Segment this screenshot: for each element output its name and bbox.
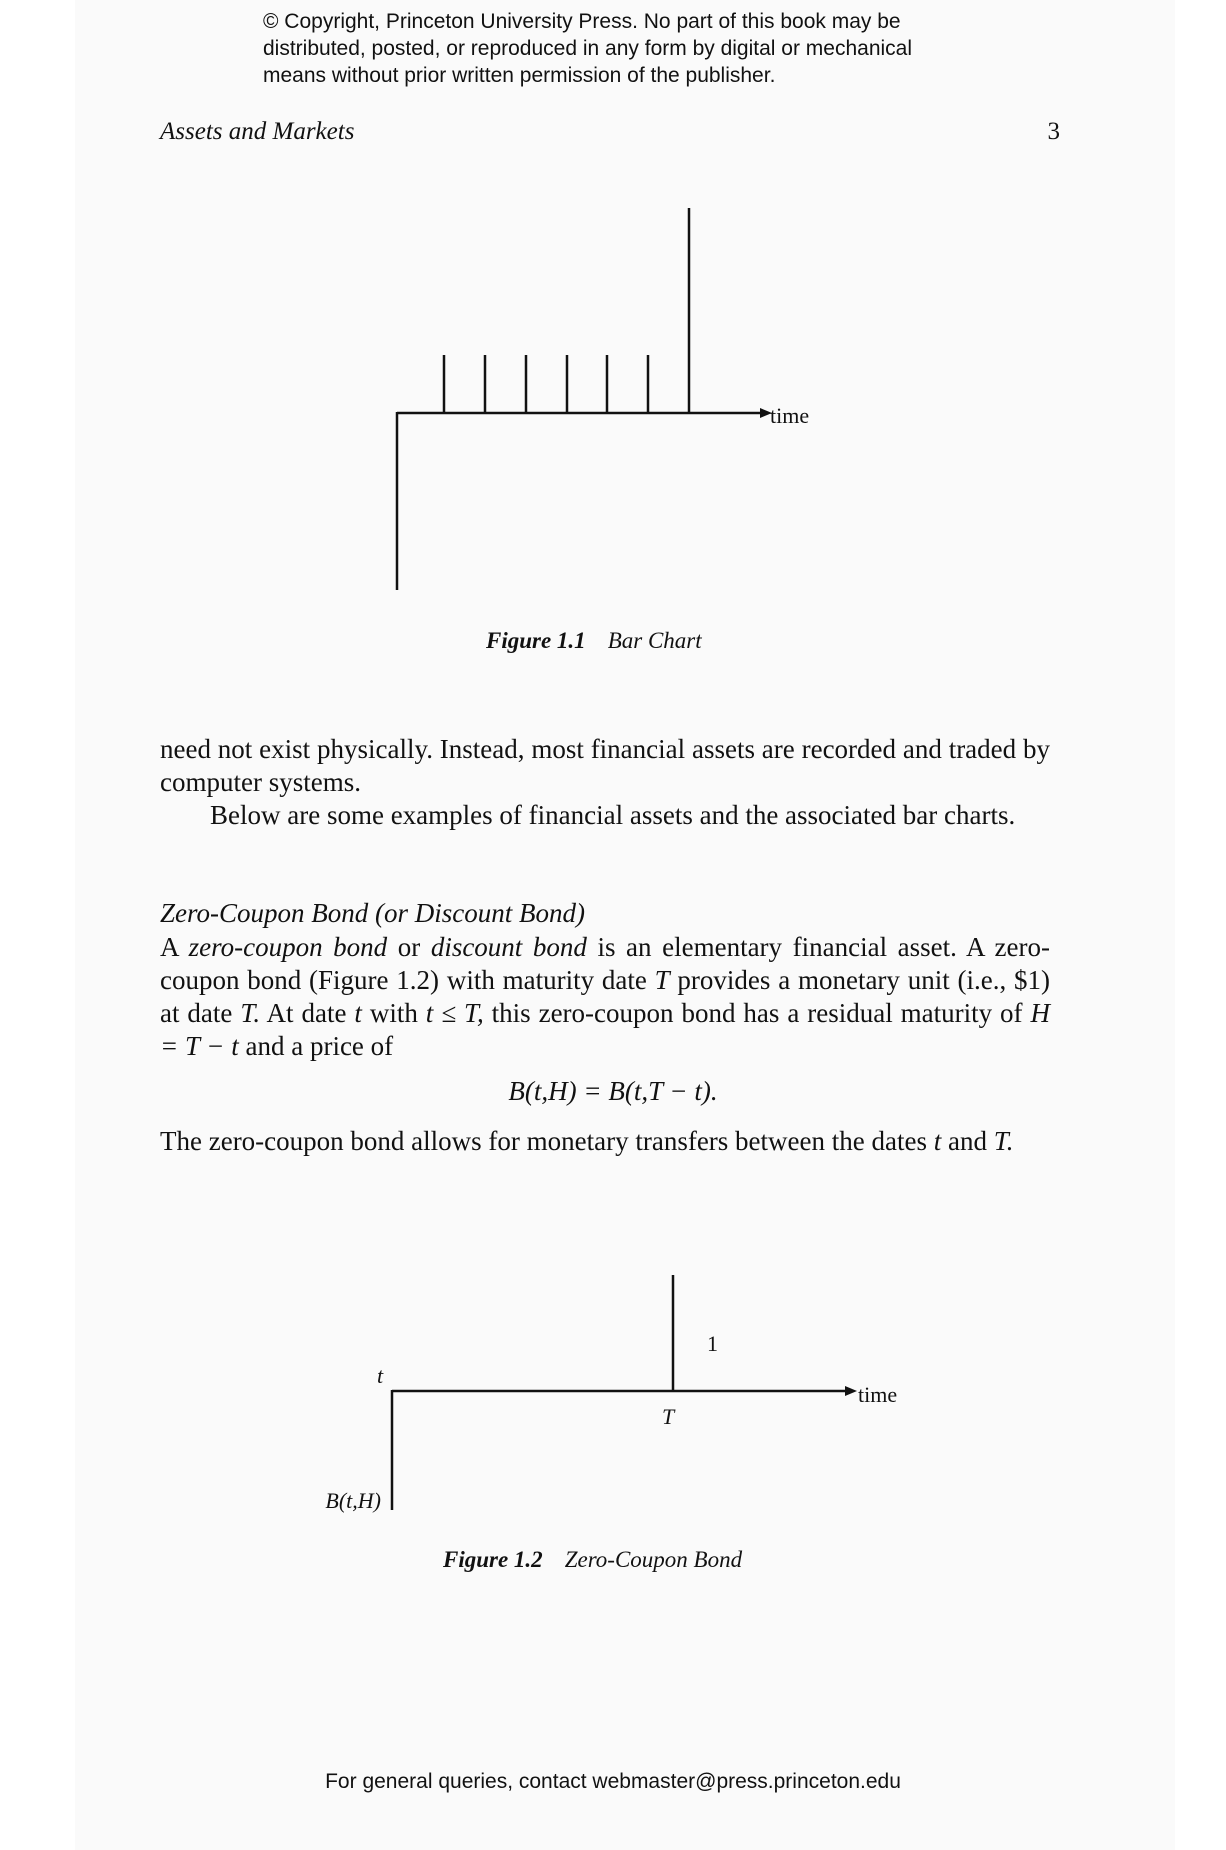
caption-number: Figure 1.2 <box>443 1547 543 1572</box>
page-number: 3 <box>1047 118 1060 145</box>
label-one: 1 <box>707 1331 718 1356</box>
time-axis-label: time <box>770 403 810 428</box>
body-text-block <box>160 931 1050 1063</box>
figure-caption <box>486 628 702 654</box>
copyright-line: © Copyright, Princeton University Press. No part of this book may be <box>263 10 901 33</box>
section-heading: Zero-Coupon Bond (or Discount Bond) <box>160 898 585 928</box>
figure-zero-coupon-bond <box>0 1250 1226 1530</box>
time-axis-label: time <box>858 1382 898 1407</box>
paragraph: A zero-coupon bond or discount bond is an elementary financial asset. A zero-coupon bond (Figure 1.2) with maturity date T provides a monetary unit (i.e., $1) at date T. At date t with t ≤ T, this zero-coupon bond has a residual maturity of H = T − t and a price of <box>160 932 1051 1061</box>
bar-chart-diagram <box>0 190 1226 610</box>
term: discount bond <box>430 932 587 962</box>
caption-number: Figure 1.1 <box>486 628 586 653</box>
copyright-line: means without prior written permission of the publisher. <box>263 64 776 87</box>
figure-bar-chart <box>0 190 1226 610</box>
time-axis-arrow <box>845 1386 857 1396</box>
label-T: T <box>662 1404 675 1429</box>
label-t: t <box>377 1363 384 1388</box>
body-text-block <box>160 1125 1050 1158</box>
body-text-block <box>160 733 1050 832</box>
copyright-line: distributed, posted, or reproduced in any form by digital or mechanical <box>263 37 913 60</box>
equation: B(t,H) = B(t,T − t). <box>508 1076 718 1106</box>
running-head: Assets and Markets <box>160 118 355 145</box>
term: zero-coupon bond <box>188 932 388 962</box>
label-price: B(t,H) <box>325 1488 381 1513</box>
caption-title: Zero-Coupon Bond <box>564 1547 743 1572</box>
zero-coupon-diagram <box>0 1250 1226 1530</box>
caption-title: Bar Chart <box>607 628 702 653</box>
paragraph: need not exist physically. Instead, most financial assets are recorded and traded by computer systems. <box>160 734 1050 797</box>
figure-caption <box>443 1547 742 1573</box>
footer-contact: For general queries, contact webmaster@press.princeton.edu <box>325 1770 901 1793</box>
paragraph: Below are some examples of financial assets and the associated bar charts. <box>210 800 1016 830</box>
paragraph: The zero-coupon bond allows for monetary transfers between the dates t and T. <box>160 1126 1014 1156</box>
copyright-notice <box>263 8 983 89</box>
